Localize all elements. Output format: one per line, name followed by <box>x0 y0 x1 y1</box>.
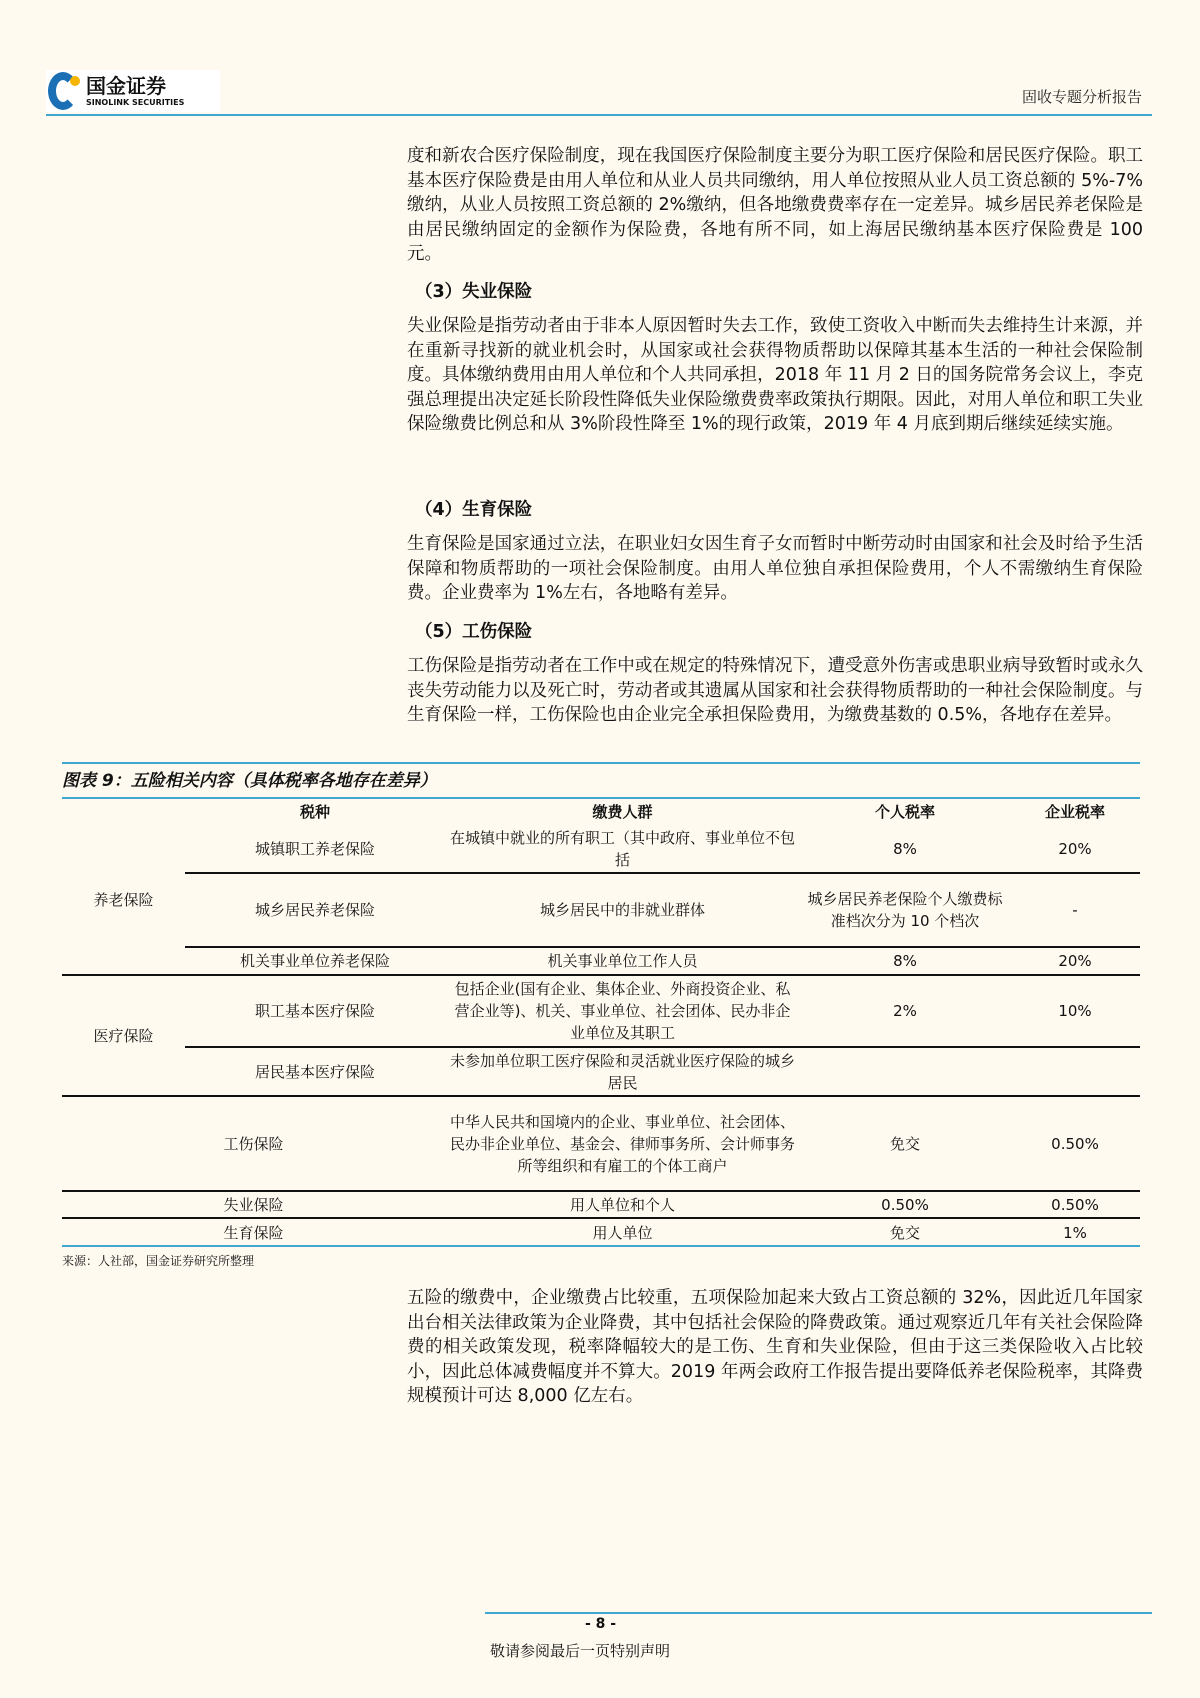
table-row <box>62 947 1140 975</box>
paragraph-injury: 工伤保险是指劳动者在工作中或在规定的特殊情况下，遭受意外伤害或患职业病导致暂时或永久丧失劳动能力以及死亡时，劳动者或其遗属从国家和社会获得物质帮助的一种社会保险制度。与生育保险一样，工伤保险也由企业完全承担保险费用，为缴费基数的 0.5%，各地存在差异。 <box>407 656 1143 725</box>
cell: 机关事业单位养老保险 <box>185 947 445 975</box>
cell: 城乡居民养老保险 <box>185 873 445 947</box>
company-logo <box>46 70 220 112</box>
paragraph-summary: 五险的缴费中，企业缴费占比较重，五项保险加起来大致占工资总额的 32%，因此近几年国家出台相关法律政策为企业降费，其中包括社会保险的降费政策。通过观察近几年有关社会保险降费的相关政策发现，税率降幅较大的是工伤、生育和失业保险，但由于这三类保险收入占比较小，因此总体减费幅度并不算大。2019 年两会政府工作报告提出要降低养老保险税率，其降费规模预计可达 8,000 亿左右。 <box>407 1288 1143 1406</box>
header-divider <box>46 114 1152 116</box>
cell: 包括企业(国有企业、集体企业、外商投资企业、私营企业等)、机关、事业单位、社会团体、民办非企业单位及其职工 <box>445 975 800 1047</box>
section-heading-injury: （5）工伤保险 <box>415 622 533 642</box>
page-number: - 8 - <box>585 1616 617 1632</box>
table-bottom-rule <box>62 1245 1140 1247</box>
cell: - <box>1010 873 1140 947</box>
table-source: 来源：人社部，国金证券研究所整理 <box>62 1254 255 1268</box>
paragraph-unemployment: 失业保险是指劳动者由于非本人原因暂时失去工作，致使工资收入中断而失去维持生计来源，并在重新寻找新的就业机会时，从国家或社会获得物质帮助以保障其基本生活的一种社会保险制度。具体缴纳费用由用人单位和个人共同承担，2018 年 11 月 2 日的国务院常务会议上，李克强总理提出决定延长阶段性降低失业保险缴费费率政策执行期限。因此，对用人单位和职工失业保险缴费比例总和从 3%阶段性降至 1%的现行政策，2019 年 4 月底到期后继续延续实施。 <box>407 316 1143 434</box>
col-header: 个人税率 <box>874 803 935 821</box>
cell: 生育保险 <box>62 1218 445 1246</box>
disclaimer: 敬请参阅最后一页特别声明 <box>490 1642 671 1660</box>
cell: 8% <box>800 947 1010 975</box>
report-type: 固收专题分析报告 <box>1021 88 1142 106</box>
table-row <box>62 1047 1140 1096</box>
cell: 用人单位和个人 <box>445 1191 800 1218</box>
cell: 中华人民共和国境内的企业、事业单位、社会团体、民办非企业单位、基金会、律师事务所、会计师事务所等组织和有雇工的个体工商户 <box>445 1096 800 1191</box>
cell: 0.50% <box>800 1191 1010 1218</box>
table-row <box>62 873 1140 947</box>
logo-icon <box>48 72 78 110</box>
cell: 城镇职工养老保险 <box>254 840 375 858</box>
cell: 20% <box>1058 840 1092 858</box>
cell <box>800 1047 1010 1096</box>
table-header-row <box>62 798 1140 826</box>
group-label: 养老保险 <box>93 891 154 909</box>
table-row <box>62 1096 1140 1191</box>
table-row <box>62 1191 1140 1218</box>
cell: 10% <box>1010 975 1140 1047</box>
cell: 2% <box>800 975 1010 1047</box>
cell: 工伤保险 <box>62 1096 445 1191</box>
col-header: 企业税率 <box>1044 803 1105 821</box>
cell: 城乡居民中的非就业群体 <box>445 873 800 947</box>
cell: 未参加单位职工医疗保险和灵活就业医疗保险的城乡居民 <box>445 1047 800 1096</box>
table-caption: 图表 9：五险相关内容（具体税率各地存在差异） <box>62 771 437 791</box>
cell: 居民基本医疗保险 <box>185 1047 445 1096</box>
col-header: 税种 <box>299 803 330 821</box>
cell: 失业保险 <box>62 1191 445 1218</box>
cell: 机关事业单位工作人员 <box>445 947 800 975</box>
section-heading-unemployment: （3）失业保险 <box>415 282 533 302</box>
cell: 免交 <box>800 1096 1010 1191</box>
cell: 免交 <box>800 1218 1010 1246</box>
paragraph-maternity: 生育保险是国家通过立法，在职业妇女因生育子女而暂时中断劳动时由国家和社会及时给予生活保障和物质帮助的一项社会保险制度。由用人单位独自承担保险费用，个人不需缴纳生育保险费。企业费率为 1%左右，各地略有差异。 <box>407 534 1143 603</box>
table-top-rule <box>62 762 1140 764</box>
insurance-table <box>62 798 1140 1246</box>
logo-cn: 国金证券 <box>86 73 166 98</box>
cell: 在城镇中就业的所有职工（其中政府、事业单位不包括 <box>449 829 795 869</box>
table-row <box>62 1218 1140 1246</box>
cell: 20% <box>1010 947 1140 975</box>
cell: 职工基本医疗保险 <box>185 975 445 1047</box>
table-row <box>62 975 1140 1047</box>
table-row <box>62 826 1140 873</box>
cell <box>1010 1047 1140 1096</box>
group-label: 医疗保险 <box>62 975 185 1096</box>
section-heading-maternity: （4）生育保险 <box>415 500 533 520</box>
cell: 城乡居民养老保险个人缴费标准档次分为 10 个档次 <box>800 873 1010 947</box>
paragraph-medical: 度和新农合医疗保险制度，现在我国医疗保险制度主要分为职工医疗保险和居民医疗保险。职工基本医疗保险费是由用人单位和从业人员共同缴纳，用人单位按照从业人员工资总额的 5%-7%缴纳，从业人员按照工资总额的 2%缴纳，但各地缴费费率存在一定差异。城乡居民养老保险是由居民缴纳固定的金额作为保险费，各地有所不同，如上海居民缴纳基本医疗保险费是 100 元。 <box>407 146 1143 264</box>
logo-en: SINOLINK SECURITIES <box>86 97 185 107</box>
cell: 0.50% <box>1010 1191 1140 1218</box>
col-header: 缴费人群 <box>592 803 653 821</box>
cell: 用人单位 <box>445 1218 800 1246</box>
cell: 8% <box>893 840 917 858</box>
cell: 1% <box>1010 1218 1140 1246</box>
cell: 0.50% <box>1010 1096 1140 1191</box>
footer-divider <box>485 1612 1152 1614</box>
